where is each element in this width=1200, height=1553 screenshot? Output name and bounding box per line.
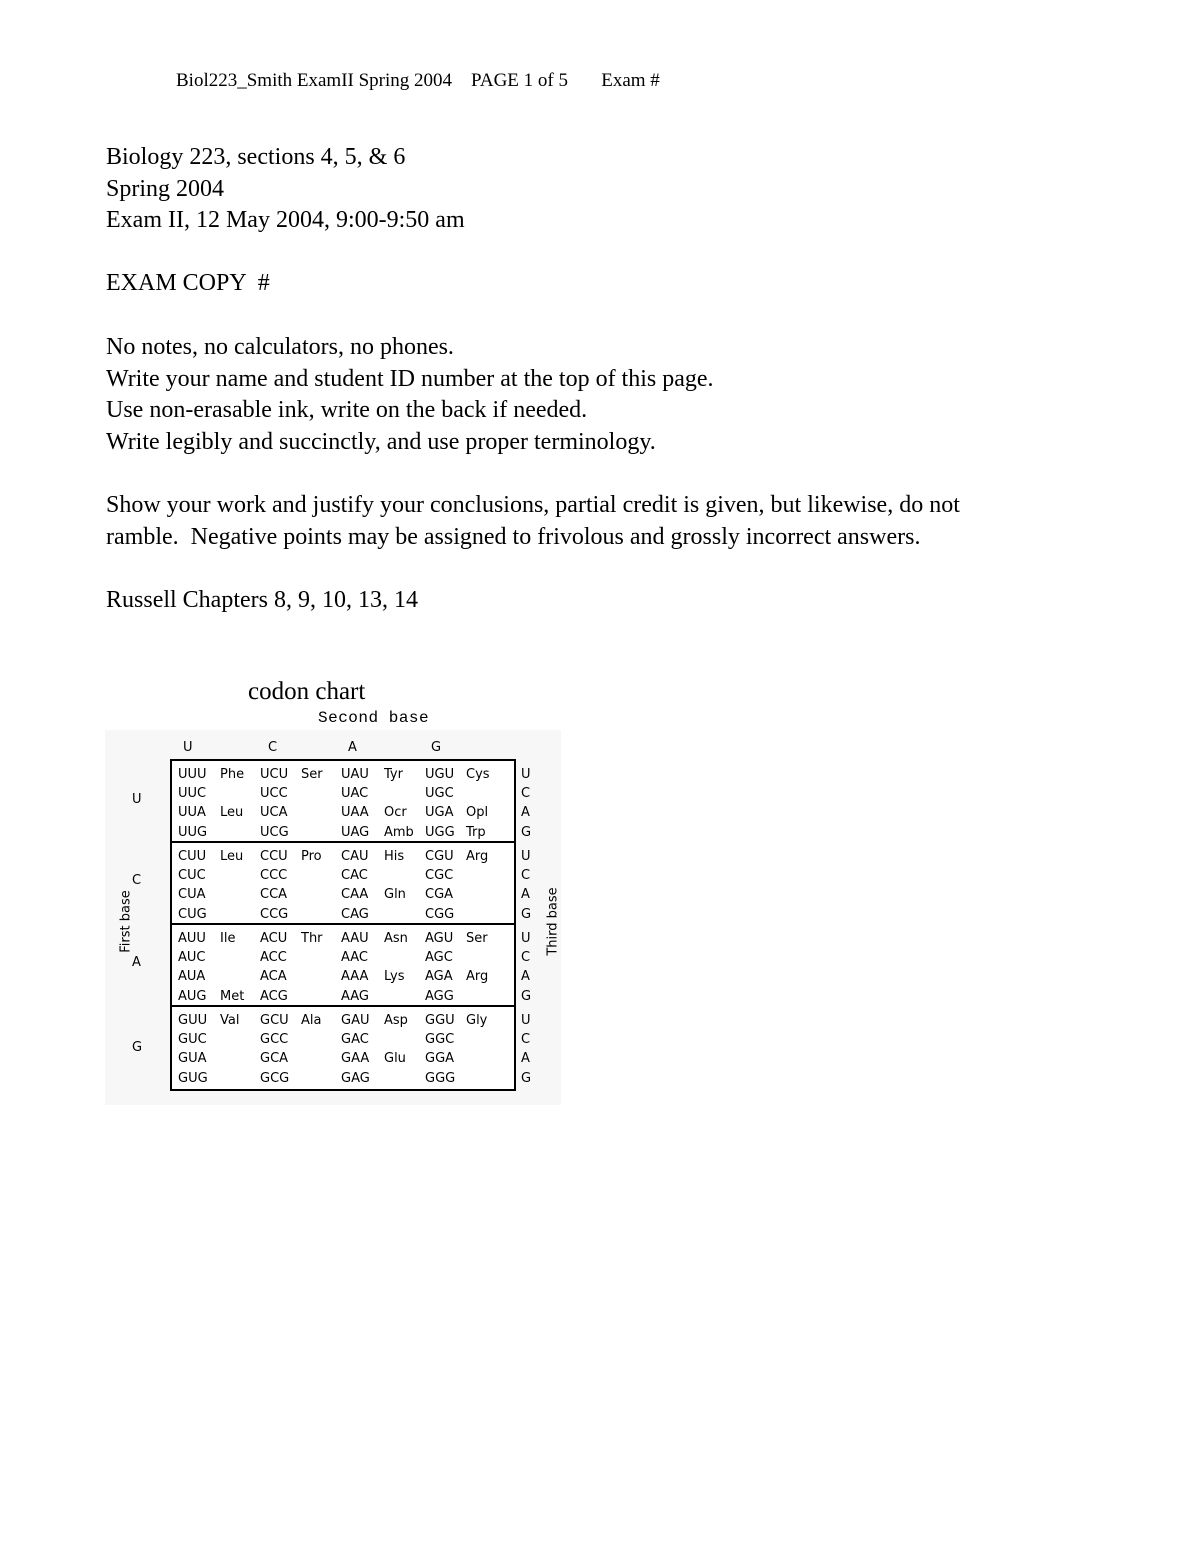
amino-acid: Glu xyxy=(384,1051,406,1067)
codon: UAU xyxy=(341,767,369,782)
amino-acid: Arg xyxy=(466,849,489,864)
codon: UUG xyxy=(178,824,208,840)
codon: GUA xyxy=(178,1051,207,1067)
amino-acid: Ser xyxy=(301,767,323,782)
codon: GCU xyxy=(260,1013,289,1028)
first-base-c: C xyxy=(132,873,142,888)
first-base-axis-label: First base xyxy=(118,890,134,953)
third-base-letter: C xyxy=(521,786,531,802)
amino-acid: Ser xyxy=(466,931,488,946)
amino-acid: Tyr xyxy=(384,767,403,782)
first-base-a: A xyxy=(132,955,141,970)
amino-acid: Amb xyxy=(384,824,414,840)
amino-acid: Ile xyxy=(220,931,236,946)
codon: AUC xyxy=(178,950,206,966)
codon: UCC xyxy=(260,786,288,802)
codon: ACC xyxy=(260,950,287,966)
codon: UGG xyxy=(425,824,455,840)
codon-row-u xyxy=(172,761,514,841)
codon: AAA xyxy=(341,969,369,985)
codon: UAC xyxy=(341,786,369,802)
amino-acid: Asn xyxy=(384,931,408,946)
third-base-letter: A xyxy=(521,805,530,821)
codon: UGU xyxy=(425,767,455,782)
codon: CUC xyxy=(178,868,206,884)
codon: CCA xyxy=(260,887,288,903)
chapters-covered xyxy=(106,585,1106,617)
codon: UUC xyxy=(178,786,207,802)
codon: UAA xyxy=(341,805,369,821)
codon: CCC xyxy=(260,868,288,884)
codon: GGC xyxy=(425,1032,455,1048)
codon: UCG xyxy=(260,824,289,840)
chapters-line: Russell Chapters 8, 9, 10, 13, 14 xyxy=(106,587,418,613)
rule-line: Use non-erasable ink, write on the back if needed. xyxy=(106,397,588,423)
codon: GAG xyxy=(341,1070,370,1086)
codon: CCG xyxy=(260,906,289,922)
rule-line: No notes, no calculators, no phones. xyxy=(106,334,454,360)
amino-acid: Ala xyxy=(301,1013,322,1028)
codon: CGG xyxy=(425,906,455,922)
second-base-c: C xyxy=(268,740,278,755)
third-base-letter: C xyxy=(521,1032,531,1048)
third-base-letter: A xyxy=(521,969,530,985)
third-base-letter: C xyxy=(521,950,531,966)
second-base-a: A xyxy=(348,740,357,755)
third-base-letter: U xyxy=(521,931,531,946)
codon: ACA xyxy=(260,969,287,985)
codon: UGA xyxy=(425,805,454,821)
codon: GAU xyxy=(341,1013,370,1028)
third-base-letter: A xyxy=(521,1051,530,1067)
running-header: Biol223_Smith ExamII Spring 2004 PAGE 1 of 5 Exam # xyxy=(176,70,660,91)
third-base-letter: G xyxy=(521,1070,532,1086)
amino-acid: Phe xyxy=(220,767,245,782)
amino-acid: Opl xyxy=(466,805,489,821)
amino-acid: Arg xyxy=(466,969,489,985)
third-base-letter: G xyxy=(521,988,532,1004)
codon: CUA xyxy=(178,887,206,903)
codon: CAU xyxy=(341,849,369,864)
codon: CAC xyxy=(341,868,368,884)
second-base-label: Second base xyxy=(318,709,430,727)
codon: ACG xyxy=(260,988,288,1004)
amino-acid: His xyxy=(384,849,405,864)
codon: CGC xyxy=(425,868,454,884)
codon: AAG xyxy=(341,988,369,1004)
codon: CCU xyxy=(260,849,288,864)
amino-acid: Cys xyxy=(466,767,490,782)
codon: AAC xyxy=(341,950,368,966)
codon: AGA xyxy=(425,969,453,985)
amino-acid: Leu xyxy=(220,849,244,864)
amino-acid: Lys xyxy=(384,969,405,985)
term: Spring 2004 xyxy=(106,175,225,202)
codon: CGU xyxy=(425,849,454,864)
codon: CUG xyxy=(178,906,207,922)
instruction-line: Show your work and justify your conclusions, partial credit is given, but likewise, do not xyxy=(106,492,960,518)
codon: GUC xyxy=(178,1032,207,1048)
exam-rules xyxy=(106,332,1106,458)
codon: UCU xyxy=(260,767,289,782)
third-base-axis-label: Third base xyxy=(545,887,561,956)
exam-copy-number xyxy=(106,268,1106,300)
codon-row-a xyxy=(172,923,514,1005)
codon: AGU xyxy=(425,931,454,946)
amino-acid: Val xyxy=(220,1013,240,1028)
codon-row-c xyxy=(172,841,514,923)
codon: AGG xyxy=(425,988,454,1004)
codon-grid xyxy=(170,759,516,1091)
third-base-letter: C xyxy=(521,868,531,884)
codon: CAA xyxy=(341,887,369,903)
rule-line: Write legibly and succinctly, and use proper terminology. xyxy=(106,428,656,455)
first-base-u: U xyxy=(132,792,142,807)
second-base-g: G xyxy=(431,740,442,755)
codon: CAG xyxy=(341,906,369,922)
amino-acid: Leu xyxy=(220,805,244,821)
codon: CUU xyxy=(178,849,207,864)
third-base-letter: G xyxy=(521,906,532,922)
amino-acid: Trp xyxy=(466,824,486,840)
codon: GUG xyxy=(178,1070,208,1086)
codon: GGA xyxy=(425,1051,455,1067)
codon-row-g xyxy=(172,1005,514,1087)
third-base-letter: G xyxy=(521,824,532,840)
amino-acid: Ocr xyxy=(384,805,407,821)
codon: GAC xyxy=(341,1032,369,1048)
exam-date: Exam II, 12 May 2004, 9:00-9:50 am xyxy=(106,207,465,233)
exam-copy-label: EXAM COPY # xyxy=(106,270,270,296)
codon-chart-title: codon chart xyxy=(248,678,366,705)
third-base-letter: U xyxy=(521,1013,531,1028)
codon: AUG xyxy=(178,988,207,1004)
codon: UGC xyxy=(425,786,454,802)
third-base-letter: A xyxy=(521,887,530,903)
amino-acid: Asp xyxy=(384,1013,408,1028)
codon: UCA xyxy=(260,805,288,821)
codon: CGA xyxy=(425,887,454,903)
codon: GGG xyxy=(425,1070,456,1086)
rule-line: Write your name and student ID number at the top of this page. xyxy=(106,365,714,392)
codon: ACU xyxy=(260,931,288,946)
amino-acid: Thr xyxy=(301,931,323,946)
codon: AUA xyxy=(178,969,206,985)
amino-acid: Pro xyxy=(301,849,322,864)
course-title: Biology 223, sections 4, 5, & 6 xyxy=(106,144,406,170)
codon: GGU xyxy=(425,1013,455,1028)
codon: GCG xyxy=(260,1070,290,1086)
codon: GCA xyxy=(260,1051,289,1067)
codon: GUU xyxy=(178,1013,208,1028)
codon: AGC xyxy=(425,950,453,966)
codon: UUA xyxy=(178,805,206,821)
instruction-line: ramble. Negative points may be assigned to frivolous and grossly incorrect answers. xyxy=(106,523,921,550)
work-instructions xyxy=(106,490,1106,553)
third-base-letter: U xyxy=(521,767,531,782)
second-base-u: U xyxy=(183,740,193,755)
third-base-letter: U xyxy=(521,849,531,864)
codon: UAG xyxy=(341,824,370,840)
codon: GCC xyxy=(260,1032,289,1048)
codon: UUU xyxy=(178,767,207,782)
course-info xyxy=(106,142,1106,237)
first-base-g: G xyxy=(132,1040,143,1055)
amino-acid: Gln xyxy=(384,887,406,903)
codon: GAA xyxy=(341,1051,370,1067)
codon: AUU xyxy=(178,931,206,946)
amino-acid: Met xyxy=(220,988,245,1004)
amino-acid: Gly xyxy=(466,1013,488,1028)
codon-chart xyxy=(105,730,561,1105)
codon: AAU xyxy=(341,931,369,946)
